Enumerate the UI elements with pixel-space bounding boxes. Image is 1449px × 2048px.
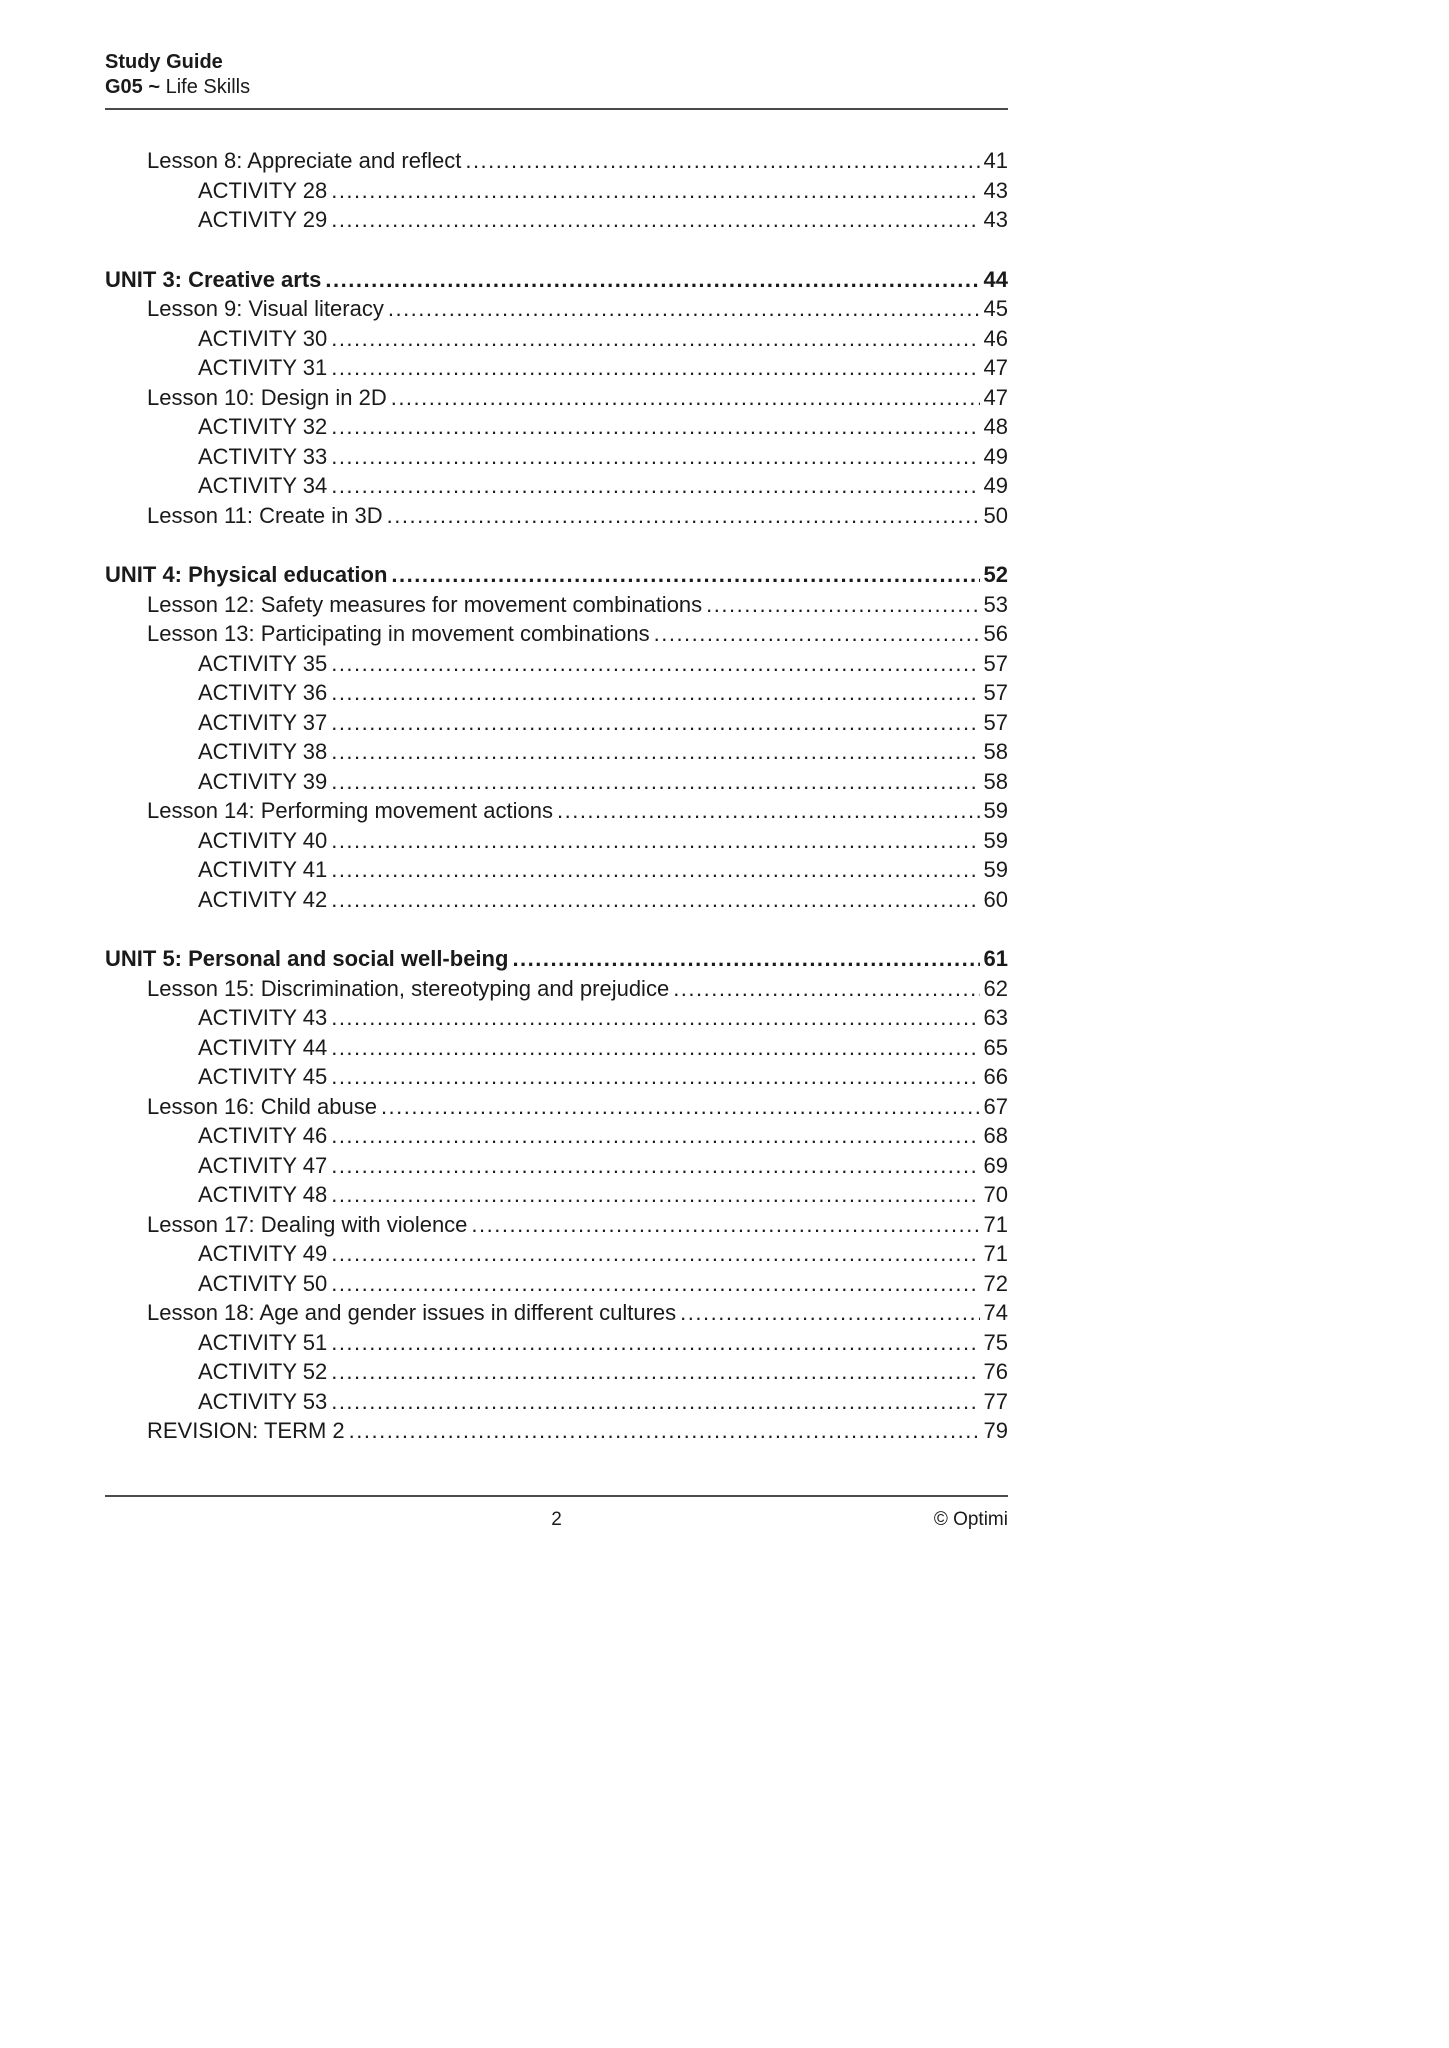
dot-leader (388, 294, 980, 324)
dot-leader (381, 1092, 980, 1122)
toc-entry (105, 1357, 1008, 1387)
toc-entry (105, 1003, 1008, 1033)
toc-entry-page-number: 60 (983, 886, 1008, 912)
toc-entry (105, 590, 1008, 620)
toc-entry-page-number: 57 (983, 709, 1008, 735)
toc-entry-label: ACTIVITY 33 (198, 443, 328, 469)
dot-leader (680, 1298, 980, 1328)
toc-entry-label: ACTIVITY 31 (198, 355, 328, 380)
dot-leader (331, 412, 980, 442)
toc-entry-page-number: 59 (983, 857, 1008, 882)
dot-leader (325, 265, 980, 295)
toc-entry (105, 678, 1008, 708)
dot-leader (331, 885, 980, 915)
header-title: Study Guide (105, 51, 223, 73)
toc-entry-page-number: 44 (983, 266, 1008, 292)
toc-entry-page-number: 68 (983, 1123, 1008, 1148)
toc-entry-label: ACTIVITY 32 (198, 414, 328, 439)
toc-entry-label: Lesson 11: Create in 3D (147, 502, 383, 528)
toc-entry-label: ACTIVITY 43 (198, 1005, 328, 1030)
toc-entry-page-number: 58 (983, 768, 1008, 794)
toc-entry-page-number: 65 (983, 1034, 1008, 1060)
toc-entry-page-number: 43 (983, 207, 1008, 232)
toc-entry (105, 1269, 1008, 1299)
toc-entry-page-number: 63 (983, 1005, 1008, 1030)
toc-entry-page-number: 59 (983, 798, 1008, 823)
toc-entry-label: ACTIVITY 49 (198, 1241, 328, 1266)
dot-leader (331, 324, 980, 354)
toc-entry (105, 708, 1008, 738)
toc-entry (105, 294, 1008, 324)
toc-entry (105, 146, 1008, 176)
footer-copyright: © Optimi (933, 1509, 1008, 1530)
header-subtitle-text: Life Skills (160, 76, 251, 98)
toc-entry (105, 560, 1008, 590)
toc-entry-label: REVISION: TERM 2 (147, 1418, 345, 1443)
toc-entry-label: Lesson 15: Discrimination, stereotyping and prejudice (147, 975, 670, 1001)
dot-leader (331, 176, 980, 206)
dot-leader (331, 1239, 980, 1269)
toc-entry (105, 442, 1008, 472)
dot-leader (331, 1003, 980, 1033)
dot-leader (557, 796, 980, 826)
footer-page-number: 2 (551, 1509, 562, 1530)
toc-entry (105, 1062, 1008, 1092)
toc-entry-page-number: 75 (983, 1329, 1008, 1355)
toc-entry (105, 1151, 1008, 1181)
toc-entry-page-number: 74 (983, 1300, 1008, 1325)
toc-entry-label: UNIT 4: Physical education (105, 562, 388, 587)
dot-leader (331, 442, 980, 472)
toc-entry-label: ACTIVITY 35 (198, 650, 328, 676)
dot-leader (706, 590, 980, 620)
toc-entry-page-number: 61 (983, 946, 1008, 971)
toc-entry-label: ACTIVITY 45 (198, 1064, 328, 1089)
dot-leader (331, 205, 980, 235)
toc-entry-page-number: 67 (983, 1093, 1008, 1119)
toc-entry-label: ACTIVITY 40 (198, 827, 328, 853)
toc-entry (105, 944, 1008, 974)
toc-entry (105, 826, 1008, 856)
toc-entry (105, 619, 1008, 649)
dot-leader (331, 1180, 980, 1210)
toc-entry-page-number: 41 (983, 148, 1008, 173)
toc-entry-page-number: 70 (983, 1182, 1008, 1207)
toc-entry (105, 1298, 1008, 1328)
toc-entry (105, 471, 1008, 501)
toc-entry-page-number: 56 (983, 621, 1008, 646)
dot-leader (331, 678, 980, 708)
toc-entry-page-number: 76 (983, 1359, 1008, 1384)
toc-entry (105, 885, 1008, 915)
dot-leader (471, 1210, 980, 1240)
toc-entry (105, 501, 1008, 531)
toc-entry-page-number: 52 (983, 562, 1008, 587)
toc-entry (105, 1416, 1008, 1446)
dot-leader (331, 1062, 980, 1092)
toc-entry-page-number: 49 (983, 443, 1008, 469)
toc-entry-label: ACTIVITY 29 (198, 207, 328, 232)
toc-entry-label: Lesson 16: Child abuse (147, 1093, 377, 1119)
toc-entry-page-number: 62 (983, 975, 1008, 1001)
toc-entry-page-number: 57 (983, 650, 1008, 676)
page-footer (105, 1495, 1008, 1539)
toc-entry-page-number: 45 (983, 296, 1008, 321)
toc-entry (105, 855, 1008, 885)
header-divider (105, 108, 1008, 110)
toc-entry-label: ACTIVITY 48 (198, 1182, 328, 1207)
dot-leader (331, 1328, 980, 1358)
dot-leader (331, 1121, 980, 1151)
toc-entry (105, 265, 1008, 295)
toc-entry-label: ACTIVITY 42 (198, 886, 328, 912)
toc-entry-label: UNIT 5: Personal and social well-being (105, 946, 509, 971)
toc-entry-page-number: 57 (983, 680, 1008, 705)
toc-entry (105, 1092, 1008, 1122)
dot-leader (331, 1269, 980, 1299)
toc-entry-label: Lesson 8: Appreciate and reflect (147, 148, 462, 173)
toc-entry-page-number: 49 (983, 473, 1008, 498)
toc-entry-page-number: 59 (983, 827, 1008, 853)
dot-leader (349, 1416, 980, 1446)
toc-list (105, 146, 1008, 1446)
page-header (105, 50, 1008, 110)
header-subtitle (105, 75, 1008, 100)
toc-entry (105, 1180, 1008, 1210)
toc-entry (105, 796, 1008, 826)
dot-leader (331, 471, 980, 501)
toc-entry (105, 205, 1008, 235)
toc-entry (105, 324, 1008, 354)
toc-entry-label: ACTIVITY 38 (198, 739, 328, 764)
toc-entry-label: Lesson 17: Dealing with violence (147, 1211, 468, 1237)
dot-leader (673, 974, 980, 1004)
toc-entry-page-number: 48 (983, 414, 1008, 439)
toc-entry (105, 1387, 1008, 1417)
toc-entry-page-number: 77 (983, 1388, 1008, 1414)
toc-entry (105, 412, 1008, 442)
toc-entry-page-number: 47 (983, 384, 1008, 410)
toc-entry-label: ACTIVITY 37 (198, 709, 328, 735)
toc-entry (105, 737, 1008, 767)
toc-entry (105, 1239, 1008, 1269)
toc-entry-label: Lesson 13: Participating in movement combinations (147, 621, 650, 646)
toc-entry-page-number: 43 (983, 177, 1008, 203)
dot-leader (331, 1357, 980, 1387)
toc-entry-label: ACTIVITY 34 (198, 473, 328, 498)
toc-entry (105, 1121, 1008, 1151)
dot-leader (331, 767, 980, 797)
toc-entry (105, 767, 1008, 797)
toc-entry (105, 383, 1008, 413)
toc-entry-label: ACTIVITY 46 (198, 1123, 328, 1148)
toc-entry-label: ACTIVITY 47 (198, 1152, 328, 1178)
dot-leader (512, 944, 980, 974)
toc-entry-page-number: 50 (983, 502, 1008, 528)
toc-entry-page-number: 66 (983, 1064, 1008, 1089)
dot-leader (387, 501, 980, 531)
dot-leader (391, 383, 980, 413)
toc-entry (105, 1328, 1008, 1358)
header-subtitle-code: G05 ~ (105, 76, 161, 98)
toc-entry (105, 1210, 1008, 1240)
toc-entry-page-number: 71 (983, 1241, 1008, 1266)
toc-entry-label: ACTIVITY 50 (198, 1270, 328, 1296)
dot-leader (391, 560, 980, 590)
toc-entry-label: Lesson 12: Safety measures for movement combinations (147, 591, 703, 617)
toc-entry-label: ACTIVITY 53 (198, 1388, 328, 1414)
toc-entry-label: ACTIVITY 28 (198, 177, 328, 203)
dot-leader (331, 855, 980, 885)
dot-leader (331, 737, 980, 767)
toc-entry-label: ACTIVITY 51 (198, 1329, 328, 1355)
toc-entry-page-number: 53 (983, 591, 1008, 617)
toc-entry-page-number: 46 (983, 325, 1008, 351)
dot-leader (331, 1033, 980, 1063)
toc-entry-label: ACTIVITY 39 (198, 768, 328, 794)
toc-entry (105, 353, 1008, 383)
toc-entry-label: ACTIVITY 36 (198, 680, 328, 705)
toc-entry-label: ACTIVITY 30 (198, 325, 328, 351)
toc-entry-page-number: 79 (983, 1418, 1008, 1443)
dot-leader (331, 1151, 980, 1181)
toc-entry-label: Lesson 10: Design in 2D (147, 384, 387, 410)
dot-leader (465, 146, 980, 176)
dot-leader (654, 619, 980, 649)
toc-entry-label: UNIT 3: Creative arts (105, 266, 322, 292)
toc-entry-label: Lesson 9: Visual literacy (147, 296, 384, 321)
toc-entry (105, 176, 1008, 206)
toc-entry-page-number: 47 (983, 355, 1008, 380)
dot-leader (331, 649, 980, 679)
toc-entry (105, 649, 1008, 679)
toc-entry-label: ACTIVITY 52 (198, 1359, 328, 1384)
toc-entry (105, 1033, 1008, 1063)
dot-leader (331, 708, 980, 738)
toc-entry (105, 974, 1008, 1004)
toc-entry-label: Lesson 14: Performing movement actions (147, 798, 553, 823)
toc-entry-label: ACTIVITY 41 (198, 857, 328, 882)
toc-entry-page-number: 72 (983, 1270, 1008, 1296)
toc-entry-page-number: 58 (983, 739, 1008, 764)
dot-leader (331, 1387, 980, 1417)
toc-entry-label: Lesson 18: Age and gender issues in different cultures (147, 1300, 677, 1325)
dot-leader (331, 826, 980, 856)
dot-leader (331, 353, 980, 383)
toc-entry-page-number: 69 (983, 1152, 1008, 1178)
toc-entry-label: ACTIVITY 44 (198, 1034, 328, 1060)
toc-entry-page-number: 71 (983, 1211, 1008, 1237)
